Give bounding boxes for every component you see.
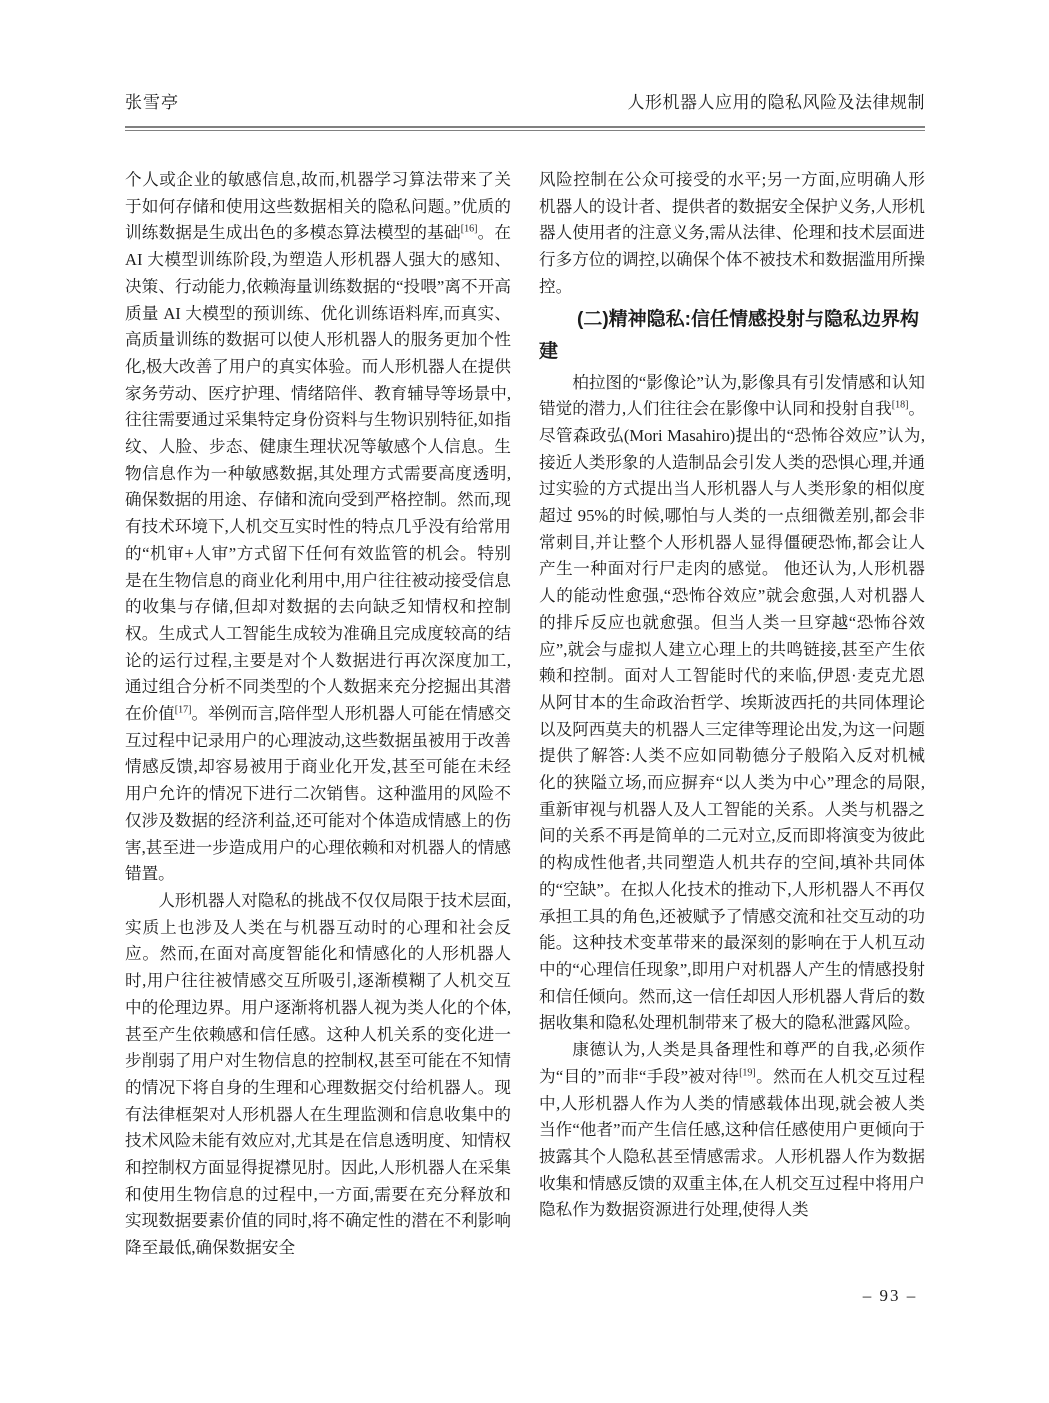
paragraph: 个人或企业的敏感信息,故而,机器学习算法带来了关于如何存储和使用这些数据相关的隐私问题。”优质的训练数据是生成出色的多模态算法模型的基础[16]。在 AI 大模型训练阶段,为塑造人形机器人强大的感知、决策、行动能力,依赖海量训练数据的“投喂”离不开高质量 AI 大模型的预训练、优化训练语料库,而真实、高质量训练的数据可以使人形机器人的服务更加个性化,极大改善了用户的真实体验。而人形机器人在提供家务劳动、医疗护理、情绪陪伴、教育辅导等场景中,往往需要通过采集特定身份资料与生物识别特征,如指纹、人脸、步态、健康生理状况等敏感个人信息。生物信息作为一种敏感数据,其处理方式需要高度透明,确保数据的用途、存储和流向受到严格控制。然而,现有技术环境下,人机交互实时性的特点几乎没有给常用的“机审+人审”方式留下任何有效监管的机会。特别是在生物信息的商业化利用中,用户往往被动接受信息的收集与存储,但却对数据的去向缺乏知情权和控制权。生成式人工智能生成较为准确且完成度较高的结论的运行过程,主要是对个人数据进行再次深度加工,通过组合分析不同类型的个人数据来充分挖掘出其潜在价值[17]。举例而言,陪伴型人形机器人可能在情感交互过程中记录用户的心理波动,这些数据虽被用于改善情感反馈,却容易被用于商业化开发,甚至可能在未经用户允许的情况下进行二次销售。这种滥用的风险不仅涉及数据的经济利益,还可能对个体造成情感上的伤害,甚至进一步造成用户的心理依赖和对机器人的情感错置。 (125, 170, 512, 884)
section-heading: (二)精神隐私:信任情感投射与隐私边界构建 (539, 308, 919, 362)
header-author: 张雪亭 (125, 93, 179, 112)
header-running-title: 人形机器人应用的隐私风险及法律规制 (627, 93, 925, 112)
right-column (539, 167, 925, 1224)
header-rule (125, 126, 925, 131)
left-column (125, 167, 511, 1262)
footnote-ref: [18] (891, 399, 909, 411)
paragraph: 人形机器人对隐私的挑战不仅仅局限于技术层面,实质上也涉及人类在与机器互动时的心理和社会反应。然而,在面对高度智能化和情感化的人形机器人时,用户往往被情感交互所吸引,逐渐模糊了人机交互中的伦理边界。用户逐渐将机器人视为类人化的个体,甚至产生依赖感和信任感。这种人机关系的变化进一步削弱了用户对生物信息的控制权,甚至可能在不知情的情况下将自身的生理和心理数据交付给机器人。现有法律框架对人形机器人在生理监测和信息收集中的技术风险未能有效应对,尤其是在信息透明度、知情权和控制权方面显得捉襟见肘。因此,人形机器人在采集和使用生物信息的过程中,一方面,需要在充分释放和实现数据要素价值的同时,将不确定性的潜在不利影响降至最低,确保数据安全 (125, 890, 511, 1258)
paragraph: 风险控制在公众可接受的水平;另一方面,应明确人形机器人的设计者、提供者的数据安全保护义务,人形机器人使用者的注意义务,需从法律、伦理和技术层面进行多方位的调控,以确保个体不被技术和数据滥用所操控。 (539, 170, 925, 296)
paragraph: 康德认为,人类是具备理性和尊严的自我,必须作为“目的”而非“手段”被对待[19]。然而在人机交互过程中,人形机器人作为人类的情感载体出现,就会被人类当作“他者”而产生信任感,这种信任感使用户更倾向于披露其个人隐私甚至情感需求。人形机器人作为数据收集和情感反馈的双重主体,在人机交互过程中将用户隐私作为数据资源进行处理,使得人类 (539, 1040, 925, 1220)
page-number: – 93 – (862, 1286, 918, 1305)
footnote-ref: [19] (739, 1067, 756, 1079)
paragraph: 柏拉图的“影像论”认为,影像具有引发情感和认知错觉的潜力,人们往往会在影像中认同和投射自我[18]。尽管森政弘(Mori Masahiro)提出的“恐怖谷效应”认为,接近人类形象的人造制品会引发人类的恐惧心理,并通过实验的方式提出当人形机器人与人类形象的相似度超过 95%的时候,哪怕与人类的一点细微差别,都会非常刺目,并让整个人形机器人显得僵硬恐怖,都会让人产生一种面对行尸走肉的感觉。 他还认为,人形机器人的能动性愈强,“恐怖谷效应”就会愈强,人对机器人的排斥反应也就愈强。但当人类一旦穿越“恐怖谷效应”,就会与虚拟人建立心理上的共鸣链接,甚至产生依赖和控制。面对人工智能时代的来临,伊恩·麦克尤恩从阿甘本的生命政治哲学、埃斯波西托的共同体理论以及阿西莫夫的机器人三定律等理论出发,为这一问题提供了解答:人类不应如同勒德分子般陷入反对机械化的狭隘立场,而应摒弃“以人类为中心”理念的局限,重新审视与机器人及人工智能的关系。人类与机器之间的关系不再是简单的二元对立,反而即将演变为彼此的构成性他者,共同塑造人机共存的空间,填补共同体的“空缺”。在拟人化技术的推动下,人形机器人不再仅承担工具的角色,还被赋予了情感交流和社交互动的功能。这种技术变革带来的最深刻的影响在于人机互动中的“心理信任现象”,即用户对机器人产生的情感投射和信任倾向。然而,这一信任却因人形机器人背后的数据收集和隐私处理机制带来了极大的隐私泄露风险。 (539, 372, 926, 1033)
footnote-ref: [16] (460, 223, 478, 235)
footnote-ref: [17] (174, 704, 192, 716)
